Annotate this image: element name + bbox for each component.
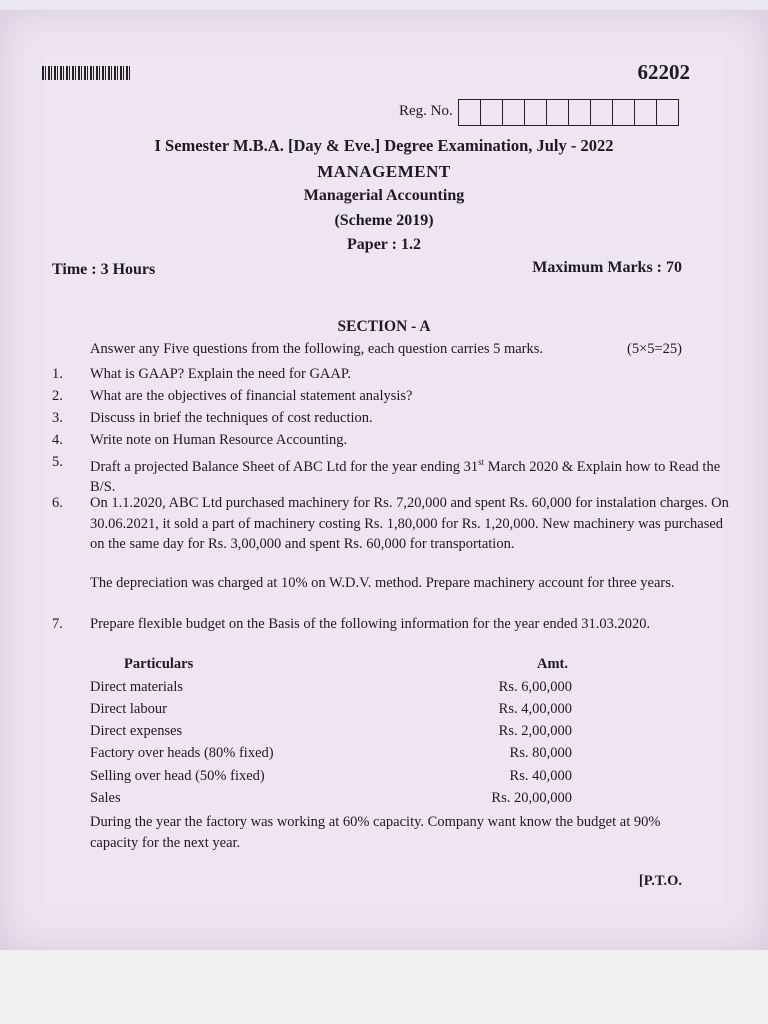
- table-row-label: Selling over head (50% fixed): [90, 768, 265, 784]
- table-row-label: Direct materials: [90, 679, 183, 695]
- section-heading: SECTION - A: [337, 318, 431, 335]
- scheme-label: (Scheme 2019): [334, 212, 434, 229]
- reg-no-boxes: [458, 99, 679, 126]
- paper-label: Paper : 1.2: [347, 236, 421, 253]
- section-marks: (5×5=25): [626, 341, 682, 357]
- exam-title: I Semester M.B.A. [Day & Eve.] Degree Examination, July - 2022: [154, 136, 614, 155]
- course-title: Managerial Accounting: [303, 187, 465, 204]
- budget-note: During the year the factory was working at 60% capacity. Company want know the budget at 90% capacity for the next year.: [90, 814, 661, 851]
- section-instruction: Answer any Five questions from the following, each question carries 5 marks.: [90, 341, 544, 357]
- time-allowed: Time : 3 Hours: [52, 261, 156, 278]
- table-row-amount: Rs. 20,00,000: [491, 790, 572, 806]
- page-background-margin: [0, 950, 768, 1024]
- subject-title: MANAGEMENT: [317, 162, 451, 181]
- paper-code: 62202: [637, 60, 690, 84]
- table-header-amount: Amt.: [537, 656, 569, 672]
- barcode: [42, 66, 132, 80]
- pto-label: [P.T.O.: [638, 873, 682, 889]
- reg-no-label: Reg. No.: [399, 103, 453, 119]
- table-row-label: Factory over heads (80% fixed): [90, 745, 274, 761]
- table-row-label: Direct expenses: [90, 723, 183, 739]
- table-row-amount: Rs. 6,00,000: [498, 679, 572, 695]
- table-row-amount: Rs. 80,000: [509, 745, 572, 761]
- table-row-amount: Rs. 4,00,000: [498, 701, 572, 717]
- table-row-amount: Rs. 2,00,000: [498, 723, 572, 739]
- table-row-label: Sales: [90, 790, 121, 806]
- maximum-marks: Maximum Marks : 70: [532, 259, 682, 276]
- table-header-particulars: Particulars: [124, 656, 194, 672]
- table-row-label: Direct labour: [90, 701, 167, 717]
- table-row-amount: Rs. 40,000: [509, 768, 572, 784]
